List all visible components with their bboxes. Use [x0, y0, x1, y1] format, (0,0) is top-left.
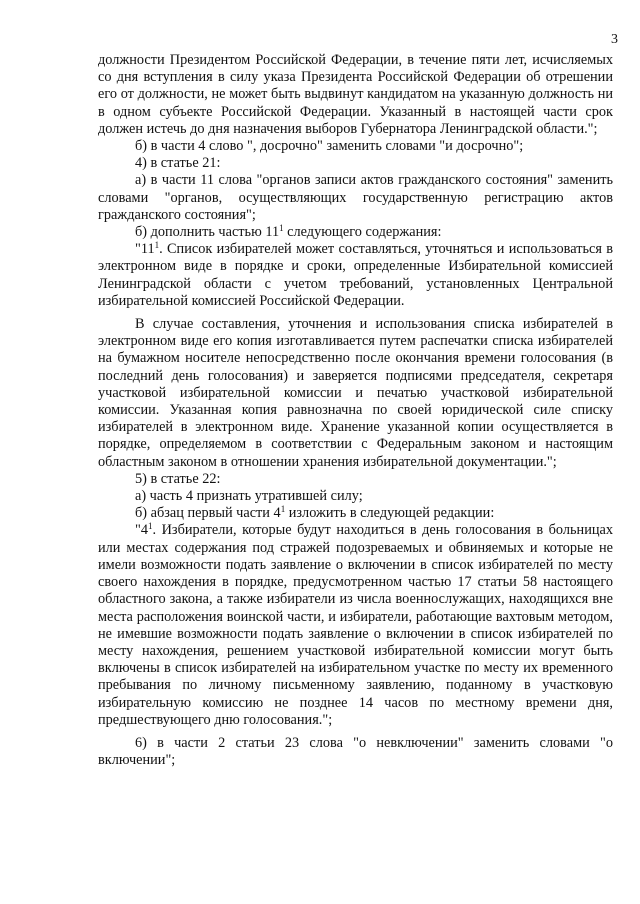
document-body [98, 52, 613, 769]
paragraph-part11-1-text [98, 241, 613, 310]
paragraph-part4-1-text [98, 522, 613, 728]
paragraph-item-b-add-part [98, 224, 613, 241]
paragraph-text: б) абзац первый части 4 [135, 505, 281, 522]
superscript: 1 [148, 521, 153, 532]
paragraph-text: . Избиратели, которые будут находиться в день голосования в больницах или местах содержания под стражей подозреваемых и обвиняемых и которые не имели возможности подать заявление о включении в список избирателей по месту своего нахождения в порядке, предусмотренном частью 17 статьи 58 настоящего областного закона, а также избиратели из числа военнослужащих, находящихся вне места расположения воинской части, и избиратели, работающие вахтовым методом, не имевшие возможности подать заявление о включении в список избирателей по месту нахождения, решением участковой избирательной комиссии могут быть включены в список избирателей на избирательном участке по месту их временного пребывания по личному письменному заявлению, поданному в участковую избирательную комиссию не позднее 14 часов по местному времени дня, предшествующего дню голосования."; [98, 522, 613, 728]
paragraph-item-6-article23: 6) в части 2 статьи 23 слова "о невключении" заменить словами "о включении"; [98, 734, 613, 769]
superscript: 1 [279, 223, 284, 234]
paragraph-item-a-part4: а) часть 4 признать утратившей силу; [135, 488, 363, 505]
superscript: 1 [154, 240, 160, 251]
paragraph-article21-heading: 4) в статье 21: [135, 155, 221, 172]
paragraph-text: "11 [135, 241, 155, 258]
paragraph-text: следующего содержания: [283, 224, 442, 241]
paragraph-item-a-part11: а) в части 11 слова "органов записи актов гражданского состояния" заменить словами "органов, осуществляющих государственную регистрацию актов гражданского состояния"; [98, 172, 613, 223]
paragraph-electronic-copy: В случае составления, уточнения и использования списка избирателей в электронном виде его копия изготавливается путем распечатки списка избирателей на бумажном носителе непосредственно после окончания времени голосования (в последний день голосования) и заверяется подписями председателя, секретаря участковой избирательной комиссии и печатью участковой избирательной комиссии. Указанная копия равнозначна по своей юридической силе списку избирателей в электронном виде. Хранение указанной копии осуществляется в порядке, определяемом в соответствии с Федеральным законом и настоящим областным законом в отношении хранения избирательной документации."; [98, 316, 613, 470]
page-number: 3 [611, 32, 618, 47]
paragraph-continuation: должности Президентом Российской Федерации, в течение пяти лет, исчисляемых со дня вступления в силу указа Президента Российской Федерации об отрешении его от должности, не может быть выдвинут кандидатом на указанную должность ни в одном субъекте Российской Федерации. Указанный в настоящей части срок должен истечь до дня назначения выборов Губернатора Ленинградской области."; [98, 52, 613, 137]
paragraph-text: "4 [135, 522, 148, 539]
paragraph-text: б) дополнить частью 11 [135, 224, 280, 241]
paragraph-article22-heading: 5) в статье 22: [135, 470, 221, 487]
paragraph-item-b-part4-1 [98, 505, 613, 522]
superscript: 1 [280, 504, 286, 515]
paragraph-item-b-part4: б) в части 4 слово ", досрочно" заменить словами "и досрочно"; [135, 138, 524, 155]
paragraph-text: . Список избирателей может составляться, уточняться и использоваться в электронном виде в порядке и сроки, определенные Избирательной комиссией Ленинградской области с учетом требований, установленных Центральной избирательной комиссией Российской Федерации. [98, 241, 613, 309]
paragraph-text: изложить в следующей редакции: [285, 505, 495, 522]
